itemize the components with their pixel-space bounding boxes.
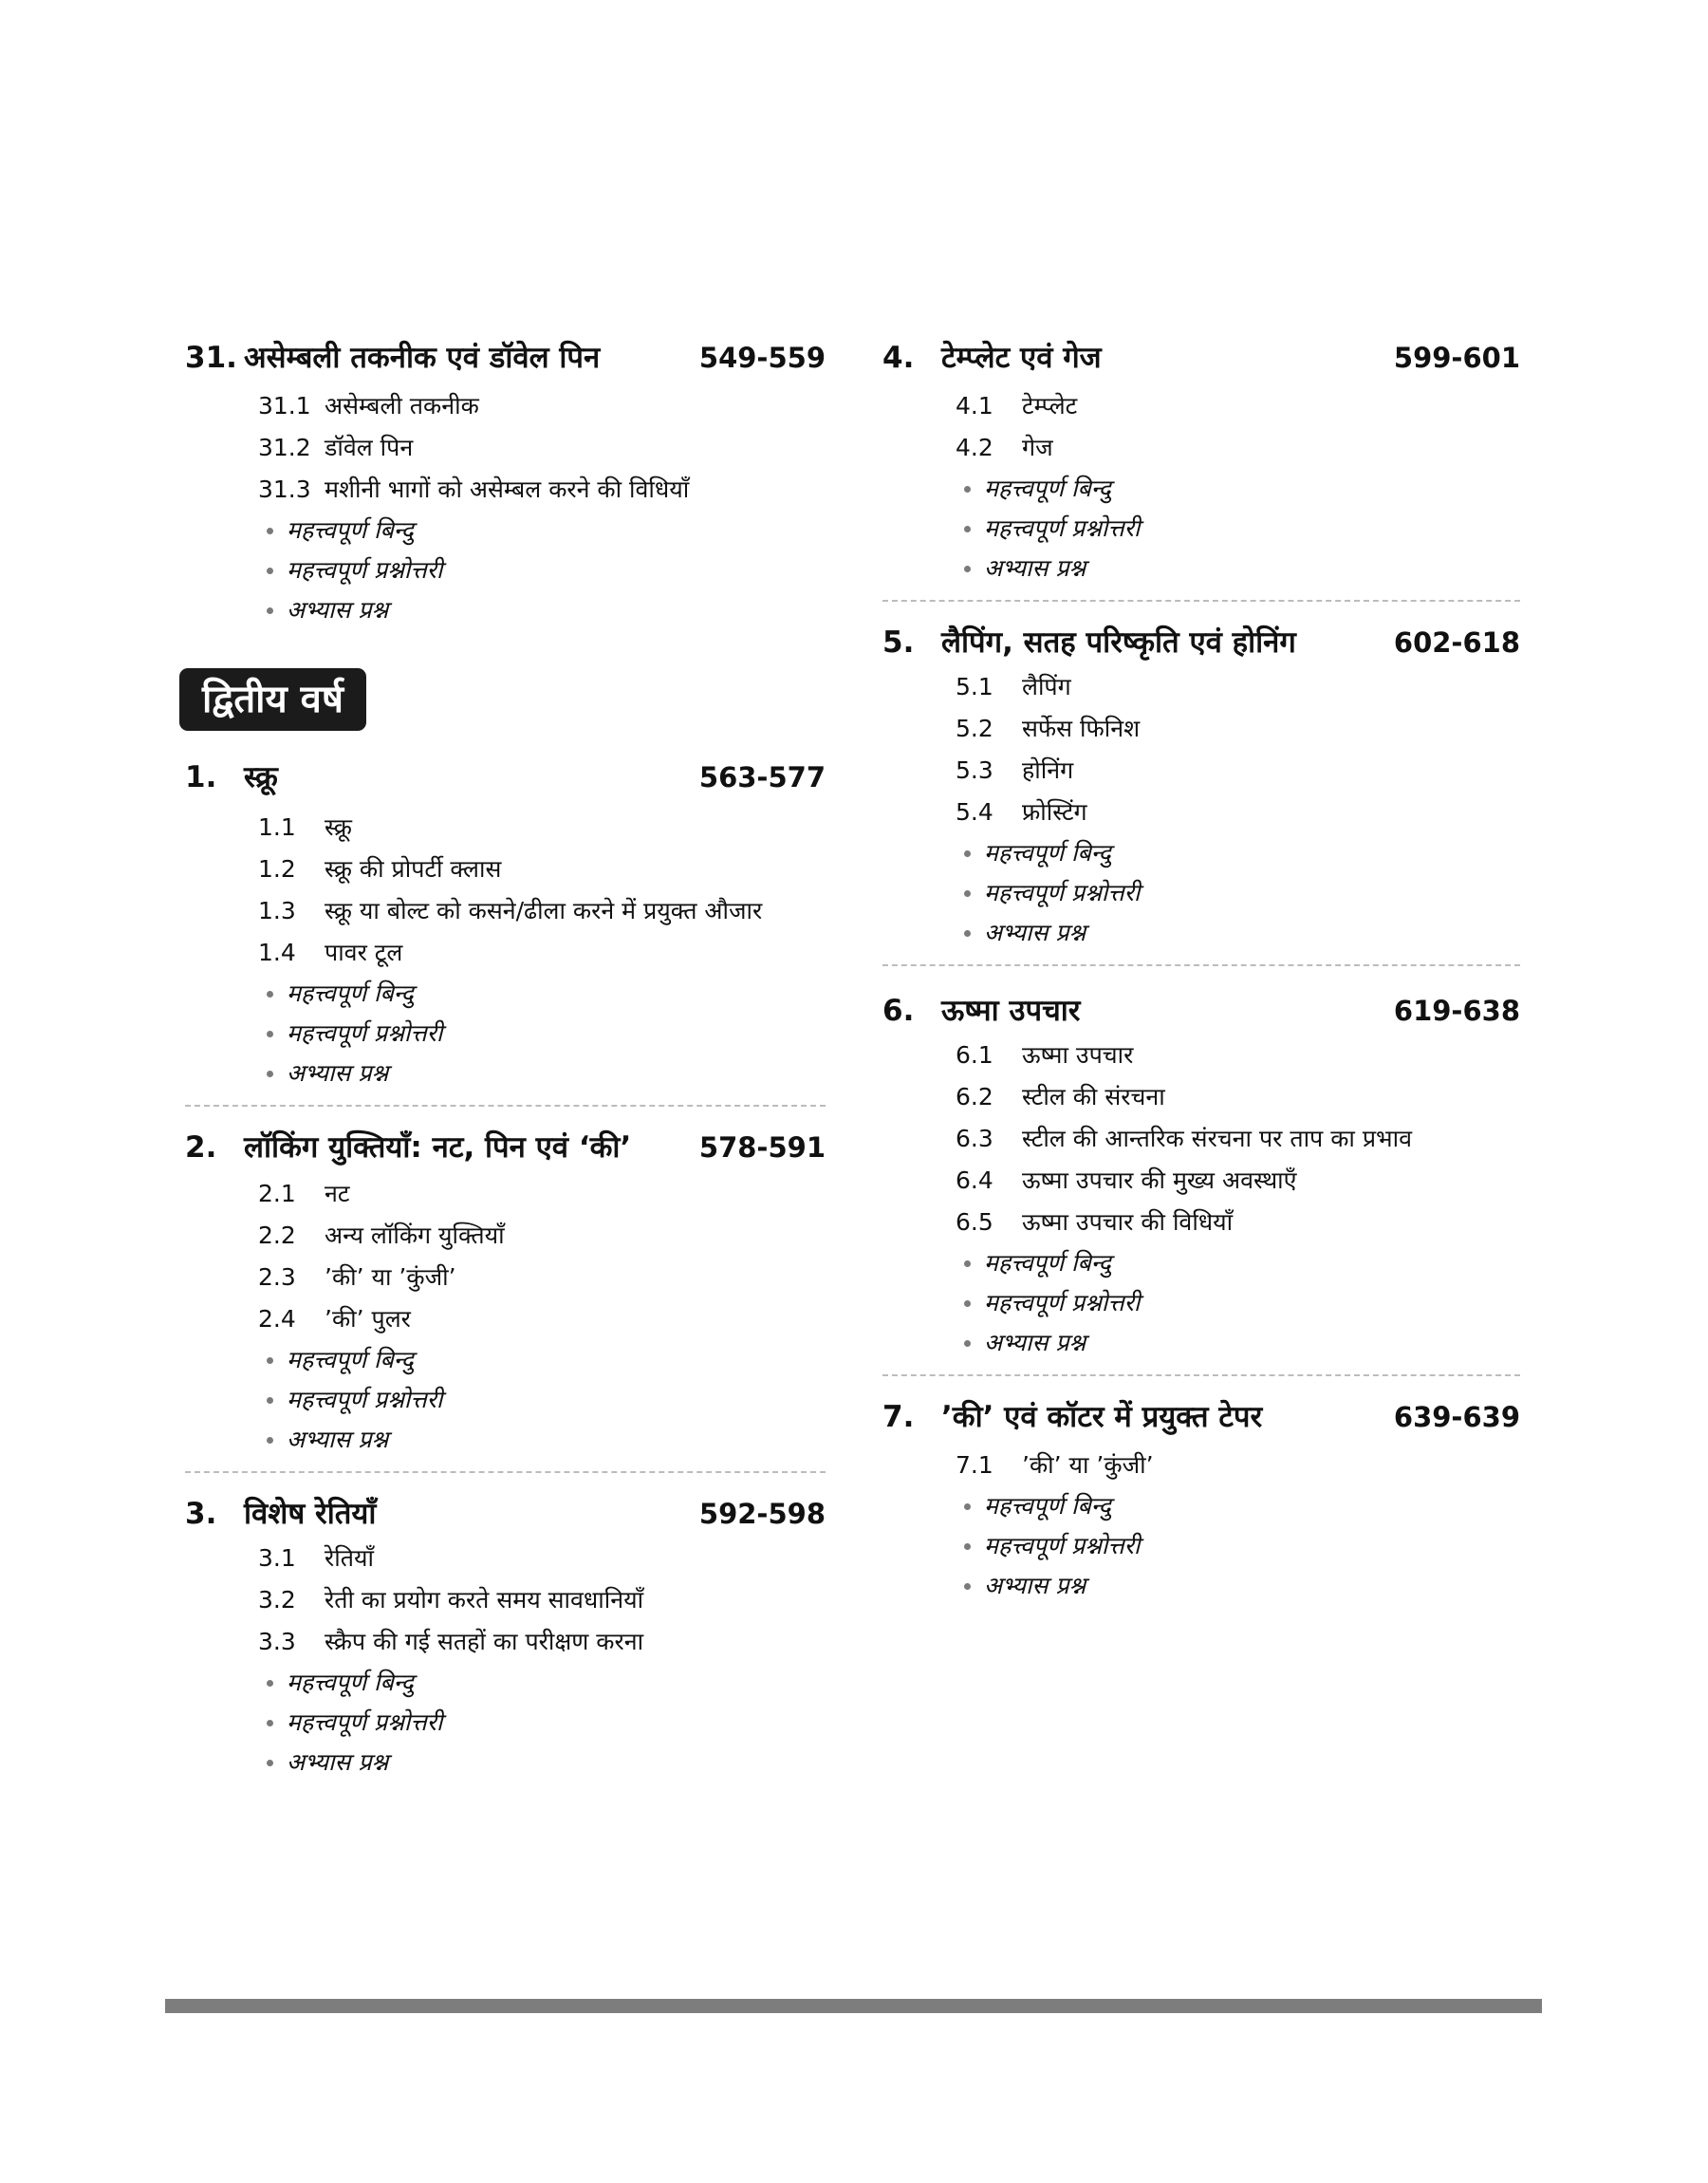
- bullet-label: महत्त्वपूर्ण बिन्दु: [287, 1669, 414, 1696]
- subsection-title: स्टील की संरचना: [1022, 1083, 1165, 1110]
- subsection-item[interactable]: [258, 890, 826, 932]
- bullet-icon: [267, 1680, 273, 1687]
- chapter-4: [882, 334, 1520, 600]
- subsection-item[interactable]: [258, 1579, 826, 1621]
- chapter-title: असेम्बली तकनीक एवं डॉवेल पिन: [244, 341, 601, 375]
- page-range: 602-618: [1393, 626, 1520, 659]
- bullet-label: अभ्यास प्रश्न: [287, 1059, 389, 1087]
- bullet-important-qa[interactable]: [964, 1283, 1520, 1323]
- chapter-heading[interactable]: [882, 1393, 1520, 1441]
- bullet-icon: [267, 568, 273, 574]
- bullet-important-points[interactable]: [267, 974, 826, 1014]
- subsection-number: 5.3: [956, 756, 993, 784]
- bullet-important-points[interactable]: [267, 1340, 826, 1380]
- bullet-label: अभ्यास प्रश्न: [287, 1748, 389, 1776]
- subsection-title: मशीनी भागों को असेम्बल करने की विधियाँ: [325, 476, 690, 503]
- bullet-icon: [964, 486, 971, 493]
- subsection-number: 31.2: [258, 434, 311, 461]
- chapter-number: 2.: [185, 1130, 217, 1165]
- subsection-title: सर्फेस फिनिश: [1022, 715, 1141, 742]
- bullet-icon: [964, 1583, 971, 1590]
- subsection-title: ऊष्मा उपचार की विधियाँ: [1022, 1208, 1234, 1236]
- chapter-3: [185, 1471, 826, 1782]
- subsection-number: 4.1: [956, 392, 993, 420]
- bullet-icon: [964, 930, 971, 937]
- subsection-item[interactable]: [258, 849, 826, 890]
- subsection-number: 5.2: [956, 715, 993, 742]
- subsection-item[interactable]: [258, 1621, 826, 1663]
- chapter-31: [185, 334, 826, 630]
- subsection-title: स्क्रू या बोल्ट को कसने/ढीला करने में प्रयुक्त औजार: [325, 897, 763, 924]
- chapter-7: [882, 1374, 1520, 1606]
- page-range: 639-639: [1393, 1401, 1520, 1433]
- bullet-label: महत्त्वपूर्ण बिन्दु: [287, 1346, 414, 1373]
- bullet-important-qa[interactable]: [964, 1526, 1520, 1566]
- subsection-title: ऊष्मा उपचार की मुख्य अवस्थाएँ: [1022, 1166, 1297, 1194]
- subsection-item[interactable]: [258, 1538, 826, 1579]
- bullet-label: अभ्यास प्रश्न: [984, 1329, 1086, 1356]
- bullet-important-qa[interactable]: [267, 550, 826, 590]
- subsection-title: स्टील की आन्तरिक संरचना पर ताप का प्रभाव: [1022, 1125, 1413, 1152]
- bullet-label: महत्त्वपूर्ण बिन्दु: [287, 980, 414, 1007]
- bullet-practice-questions[interactable]: [964, 549, 1520, 588]
- page-range: 592-598: [698, 1498, 826, 1530]
- subsection-item[interactable]: [258, 807, 826, 849]
- subsection-item[interactable]: [956, 666, 1520, 708]
- bullet-label: महत्त्वपूर्ण बिन्दु: [984, 1492, 1111, 1520]
- subsection-title: अन्य लॉकिंग युक्तियाँ: [325, 1222, 505, 1249]
- chapter-title: ’की’ एवं कॉटर में प्रयुक्त टेपर: [941, 1400, 1263, 1434]
- bullet-icon: [267, 528, 273, 534]
- chapter-heading[interactable]: [185, 1490, 826, 1538]
- chapter-title: लैपिंग, सतह परिष्कृति एवं होनिंग: [941, 625, 1296, 660]
- subsection-item[interactable]: [258, 1173, 826, 1215]
- subsection-title: टेम्प्लेट: [1022, 392, 1078, 420]
- bullet-label: महत्त्वपूर्ण बिन्दु: [984, 839, 1111, 867]
- bullet-label: महत्त्वपूर्ण प्रश्नोत्तरी: [287, 556, 443, 584]
- page-range: 619-638: [1393, 995, 1520, 1027]
- subsection-item[interactable]: [956, 1202, 1520, 1243]
- bullet-label: अभ्यास प्रश्न: [984, 554, 1086, 582]
- subsection-number: 1.4: [258, 939, 296, 966]
- page-range: 549-559: [698, 342, 826, 374]
- bullet-important-qa[interactable]: [964, 873, 1520, 913]
- chapter-title: ऊष्मा उपचार: [941, 994, 1081, 1028]
- bullet-label: महत्त्वपूर्ण प्रश्नोत्तरी: [984, 1289, 1141, 1316]
- subsection-item[interactable]: [258, 1257, 826, 1298]
- subsection-title: असेम्बली तकनीक: [325, 392, 479, 420]
- page-range: 578-591: [698, 1131, 826, 1164]
- bullet-icon: [964, 1503, 971, 1510]
- bullet-icon: [964, 1543, 971, 1550]
- subsection-number: 5.1: [956, 673, 993, 700]
- subsection-item[interactable]: [956, 708, 1520, 750]
- subsection-number: 2.2: [258, 1222, 296, 1249]
- bullet-icon: [964, 1300, 971, 1307]
- chapter-heading[interactable]: [882, 334, 1520, 382]
- bullet-icon: [267, 607, 273, 614]
- chapter-heading[interactable]: [185, 754, 826, 801]
- subsection-title: ऊष्मा उपचार: [1022, 1041, 1134, 1069]
- bullet-icon: [267, 1357, 273, 1364]
- chapter-title: टेम्प्लेट एवं गेज: [941, 341, 1102, 375]
- subsection-item[interactable]: [956, 385, 1520, 427]
- subsection-number: 6.2: [956, 1083, 993, 1110]
- bullet-icon: [267, 991, 273, 998]
- chapter-number: 4.: [882, 341, 915, 375]
- chapter-title: स्क्रू: [244, 760, 278, 794]
- bullet-label: महत्त्वपूर्ण प्रश्नोत्तरी: [984, 514, 1141, 542]
- bullet-label: महत्त्वपूर्ण बिन्दु: [287, 516, 414, 544]
- bullet-practice-questions[interactable]: [267, 1420, 826, 1460]
- subsection-title: रेतियाँ: [325, 1544, 374, 1572]
- subsection-item[interactable]: [258, 385, 826, 427]
- bullet-label: महत्त्वपूर्ण प्रश्नोत्तरी: [287, 1019, 443, 1047]
- bullet-label: महत्त्वपूर्ण बिन्दु: [984, 475, 1111, 502]
- subsection-title: डॉवेल पिन: [325, 434, 414, 461]
- chapter-number: 7.: [882, 1400, 915, 1434]
- subsection-number: 31.3: [258, 476, 311, 503]
- bullet-icon: [964, 850, 971, 857]
- subsection-item[interactable]: [258, 1298, 826, 1340]
- subsection-number: 3.3: [258, 1628, 296, 1655]
- chapter-1: [185, 754, 826, 1105]
- subsection-item[interactable]: [258, 1215, 826, 1257]
- subsection-number: 6.3: [956, 1125, 993, 1152]
- subsection-title: नट: [325, 1180, 350, 1207]
- year-heading-badge: द्वितीय वर्ष: [179, 668, 366, 731]
- subsection-title: ’की’ पुलर: [325, 1305, 411, 1333]
- bullet-icon: [964, 890, 971, 897]
- bullet-practice-questions[interactable]: [964, 913, 1520, 953]
- subsection-number: 1.2: [258, 855, 296, 883]
- bullet-icon: [964, 566, 971, 572]
- subsection-item[interactable]: [258, 469, 826, 511]
- subsection-item[interactable]: [956, 750, 1520, 792]
- subsection-number: 2.1: [258, 1180, 296, 1207]
- bullet-practice-questions[interactable]: [267, 1743, 826, 1782]
- subsection-item[interactable]: [956, 1076, 1520, 1118]
- subsection-item[interactable]: [258, 932, 826, 974]
- bullet-practice-questions[interactable]: [267, 1054, 826, 1093]
- bullet-label: महत्त्वपूर्ण प्रश्नोत्तरी: [984, 879, 1141, 906]
- bullet-important-points[interactable]: [964, 1243, 1520, 1283]
- bullet-important-points[interactable]: [267, 511, 826, 550]
- bullet-important-qa[interactable]: [267, 1380, 826, 1420]
- subsection-title: पावर टूल: [325, 939, 403, 966]
- bullet-label: अभ्यास प्रश्न: [287, 1426, 389, 1453]
- chapter-number: 1.: [185, 760, 217, 794]
- bullet-label: महत्त्वपूर्ण प्रश्नोत्तरी: [287, 1386, 443, 1413]
- subsection-title: गेज: [1022, 434, 1053, 461]
- bullet-icon: [964, 526, 971, 532]
- subsection-item[interactable]: [258, 427, 826, 469]
- chapter-6: [882, 964, 1520, 1374]
- bullet-icon: [267, 1437, 273, 1444]
- bullet-practice-questions[interactable]: [964, 1566, 1520, 1606]
- chapter-heading[interactable]: [185, 334, 826, 382]
- chapter-title: विशेष रेतियाँ: [244, 1497, 377, 1531]
- bullet-important-qa[interactable]: [267, 1703, 826, 1743]
- chapter-number: 5.: [882, 625, 915, 660]
- subsection-title: ’की’ या ’कुंजी’: [1022, 1451, 1154, 1479]
- page-range: 563-577: [698, 761, 826, 793]
- subsection-number: 1.3: [258, 897, 296, 924]
- bullet-icon: [964, 1260, 971, 1267]
- bullet-practice-questions[interactable]: [964, 1323, 1520, 1363]
- page-range: 599-601: [1393, 342, 1520, 374]
- footer-rule: [165, 1999, 1542, 2013]
- chapter-heading[interactable]: [882, 619, 1520, 666]
- bullet-important-qa[interactable]: [964, 509, 1520, 549]
- bullet-icon: [267, 1760, 273, 1766]
- bullet-important-points[interactable]: [964, 1486, 1520, 1526]
- subsection-title: रेती का प्रयोग करते समय सावधानियाँ: [325, 1586, 644, 1614]
- subsection-number: 5.4: [956, 798, 993, 826]
- subsection-item[interactable]: [956, 427, 1520, 469]
- subsection-number: 3.1: [258, 1544, 296, 1572]
- bullet-icon: [267, 1071, 273, 1077]
- bullet-important-points[interactable]: [267, 1663, 826, 1703]
- subsection-title: फ्रोस्टिंग: [1022, 798, 1087, 826]
- subsection-number: 6.1: [956, 1041, 993, 1069]
- subsection-number: 1.1: [258, 813, 296, 841]
- chapter-number: 31.: [185, 341, 237, 375]
- subsection-number: 7.1: [956, 1451, 993, 1479]
- bullet-icon: [267, 1031, 273, 1037]
- chapter-heading[interactable]: [185, 1124, 826, 1171]
- bullet-icon: [267, 1720, 273, 1726]
- bullet-label: महत्त्वपूर्ण बिन्दु: [984, 1249, 1111, 1277]
- bullet-icon: [267, 1397, 273, 1404]
- chapter-2: [185, 1105, 826, 1471]
- chapter-number: 3.: [185, 1497, 217, 1531]
- bullet-label: अभ्यास प्रश्न: [287, 596, 389, 624]
- bullet-label: अभ्यास प्रश्न: [984, 1572, 1086, 1599]
- subsection-number: 6.4: [956, 1166, 993, 1194]
- chapter-number: 6.: [882, 994, 915, 1028]
- subsection-number: 2.3: [258, 1263, 296, 1291]
- subsection-item[interactable]: [956, 1445, 1520, 1486]
- subsection-title: लैपिंग: [1022, 673, 1071, 700]
- subsection-title: ’की’ या ’कुंजी’: [325, 1263, 456, 1291]
- bullet-label: महत्त्वपूर्ण प्रश्नोत्तरी: [287, 1708, 443, 1736]
- subsection-number: 2.4: [258, 1305, 296, 1333]
- subsection-item[interactable]: [956, 1160, 1520, 1202]
- subsection-number: 6.5: [956, 1208, 993, 1236]
- bullet-icon: [964, 1340, 971, 1347]
- chapter-5: [882, 600, 1520, 964]
- subsection-title: स्क्रू: [325, 813, 352, 841]
- subsection-item[interactable]: [956, 792, 1520, 833]
- subsection-title: स्क्रैप की गई सतहों का परीक्षण करना: [325, 1628, 644, 1655]
- subsection-number: 4.2: [956, 434, 993, 461]
- toc-left-column: [185, 334, 826, 1782]
- subsection-title: स्क्रू की प्रोपर्टी क्लास: [325, 855, 502, 883]
- subsection-title: होनिंग: [1022, 756, 1074, 784]
- chapter-heading[interactable]: [882, 987, 1520, 1035]
- bullet-label: महत्त्वपूर्ण प्रश्नोत्तरी: [984, 1532, 1141, 1559]
- bullet-label: अभ्यास प्रश्न: [984, 919, 1086, 946]
- bullet-practice-questions[interactable]: [267, 590, 826, 630]
- toc-right-column: [882, 334, 1520, 1606]
- subsection-number: 3.2: [258, 1586, 296, 1614]
- subsection-item[interactable]: [956, 1035, 1520, 1076]
- subsection-number: 31.1: [258, 392, 311, 420]
- subsection-item[interactable]: [956, 1118, 1520, 1160]
- bullet-important-points[interactable]: [964, 469, 1520, 509]
- bullet-important-qa[interactable]: [267, 1014, 826, 1054]
- chapter-title: लॉकिंग युक्तियाँ: नट, पिन एवं ‘की’: [244, 1130, 632, 1165]
- bullet-important-points[interactable]: [964, 833, 1520, 873]
